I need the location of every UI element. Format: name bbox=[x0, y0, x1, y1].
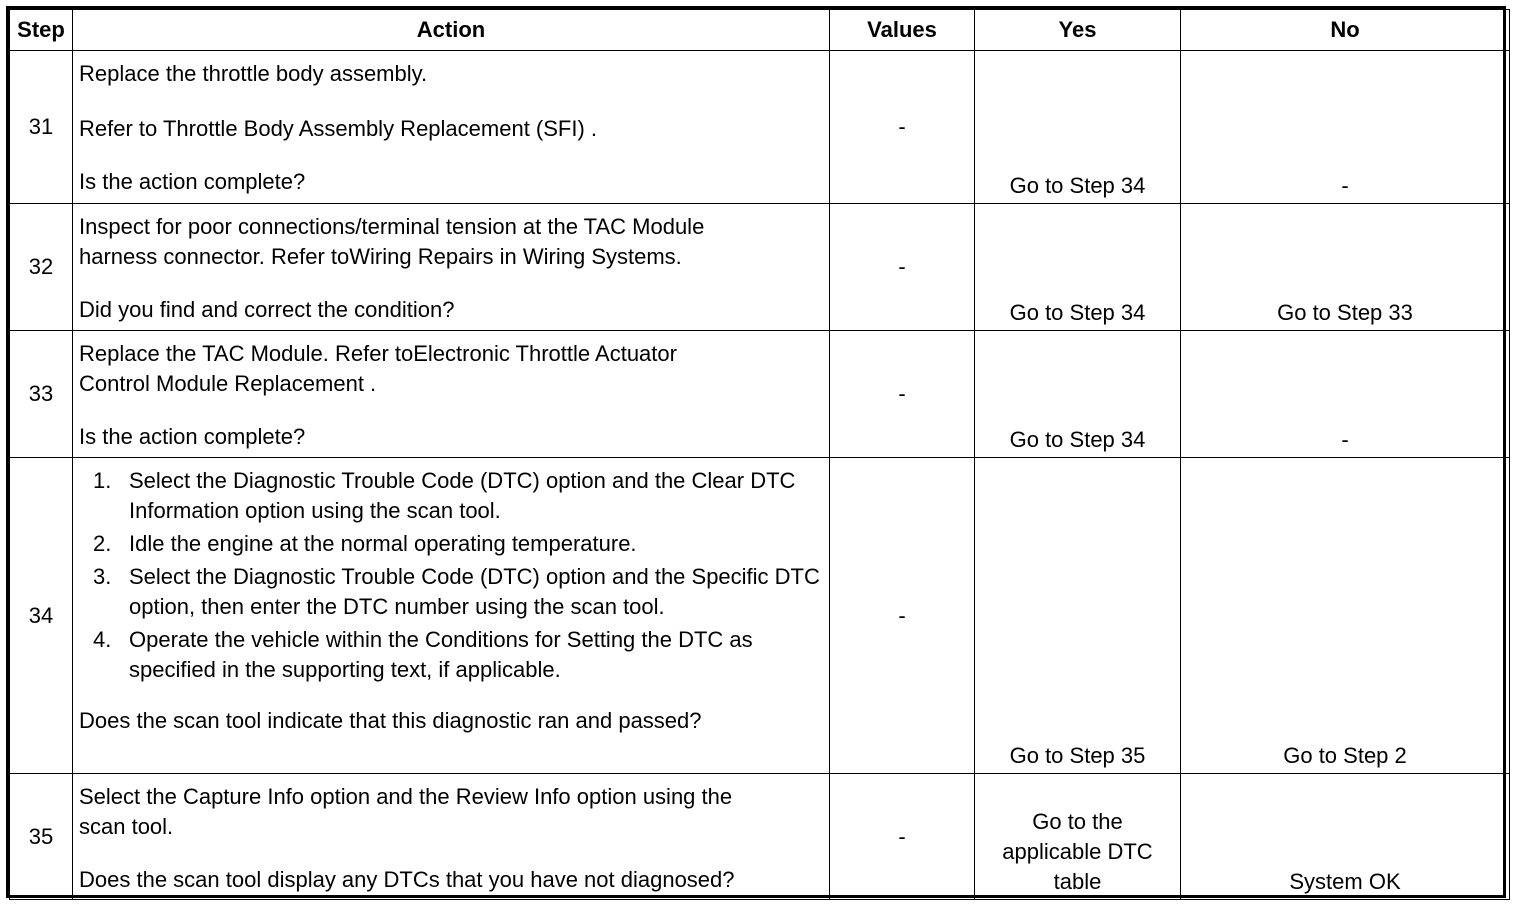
header-values: Values bbox=[830, 10, 975, 51]
header-action: Action bbox=[73, 10, 830, 51]
header-no: No bbox=[1181, 10, 1510, 51]
list-item bbox=[93, 529, 825, 559]
yes-cell: Go to Step 34 bbox=[975, 51, 1181, 204]
action-text: scan tool. bbox=[79, 814, 174, 839]
action-cell bbox=[73, 774, 830, 900]
action-cell bbox=[73, 458, 830, 774]
step-number: 31 bbox=[10, 51, 73, 204]
yes-cell bbox=[975, 774, 1181, 900]
list-item-text: Operate the vehicle within the Conditions for Setting the DTC as specified in the supporting text, if applicable. bbox=[129, 627, 753, 682]
action-question: Is the action complete? bbox=[79, 424, 306, 449]
table-header-row bbox=[10, 10, 1510, 51]
yes-cell: Go to Step 34 bbox=[975, 331, 1181, 458]
action-cell bbox=[73, 51, 830, 204]
yes-cell: Go to Step 34 bbox=[975, 204, 1181, 331]
action-question: Did you find and correct the condition? bbox=[79, 297, 455, 322]
step-number: 35 bbox=[10, 774, 73, 900]
table-row bbox=[10, 774, 1510, 900]
list-item bbox=[93, 625, 825, 685]
header-yes: Yes bbox=[975, 10, 1181, 51]
step-number: 32 bbox=[10, 204, 73, 331]
list-item-number: 2. bbox=[93, 531, 112, 556]
action-text: Select the Capture Info option and the Review Info option using the bbox=[79, 784, 733, 809]
action-cell bbox=[73, 331, 830, 458]
list-item-text: Select the Diagnostic Trouble Code (DTC) option and the Clear DTC Information option using the scan tool. bbox=[129, 468, 796, 523]
action-question: Is the action complete? bbox=[79, 169, 306, 194]
action-text: Replace the throttle body assembly. bbox=[79, 61, 428, 86]
action-question: Does the scan tool indicate that this diagnostic ran and passed? bbox=[79, 708, 702, 733]
action-cell bbox=[73, 204, 830, 331]
action-text: harness connector. Refer toWiring Repairs in Wiring Systems. bbox=[79, 244, 682, 269]
yes-text: table bbox=[1053, 869, 1102, 894]
action-text: Refer to Throttle Body Assembly Replacement (SFI) . bbox=[79, 116, 598, 141]
diagnostic-table-container bbox=[6, 6, 1506, 898]
action-question: Does the scan tool display any DTCs that you have not diagnosed? bbox=[79, 867, 735, 892]
values-cell: - bbox=[830, 51, 975, 204]
values-cell: - bbox=[830, 458, 975, 774]
no-cell: System OK bbox=[1181, 774, 1510, 900]
list-item-number: 1. bbox=[93, 468, 112, 493]
action-text: Replace the TAC Module. Refer toElectronic Throttle Actuator bbox=[79, 341, 677, 366]
step-number: 33 bbox=[10, 331, 73, 458]
values-cell: - bbox=[830, 331, 975, 458]
list-item-text: Idle the engine at the normal operating temperature. bbox=[129, 531, 637, 556]
step-number: 34 bbox=[10, 458, 73, 774]
action-text: Control Module Replacement . bbox=[79, 371, 377, 396]
yes-text: Go to the bbox=[1032, 809, 1123, 834]
action-steps-list bbox=[79, 466, 825, 685]
action-text: Inspect for poor connections/terminal tension at the TAC Module bbox=[79, 214, 705, 239]
list-item-number: 4. bbox=[93, 627, 112, 652]
no-cell: - bbox=[1181, 331, 1510, 458]
table-row bbox=[10, 51, 1510, 204]
table-row bbox=[10, 458, 1510, 774]
list-item-text: Select the Diagnostic Trouble Code (DTC) option and the Specific DTC option, then enter the DTC number using the scan tool. bbox=[129, 564, 820, 619]
no-cell: Go to Step 2 bbox=[1181, 458, 1510, 774]
no-cell: Go to Step 33 bbox=[1181, 204, 1510, 331]
list-item-number: 3. bbox=[93, 564, 112, 589]
values-cell: - bbox=[830, 204, 975, 331]
table-row bbox=[10, 204, 1510, 331]
list-item bbox=[93, 466, 825, 526]
no-cell: - bbox=[1181, 51, 1510, 204]
table-row bbox=[10, 331, 1510, 458]
list-item bbox=[93, 562, 825, 622]
header-step: Step bbox=[10, 10, 73, 51]
values-cell: - bbox=[830, 774, 975, 900]
diagnostic-steps-table bbox=[9, 9, 1510, 900]
yes-text: applicable DTC bbox=[1002, 839, 1153, 864]
yes-cell: Go to Step 35 bbox=[975, 458, 1181, 774]
